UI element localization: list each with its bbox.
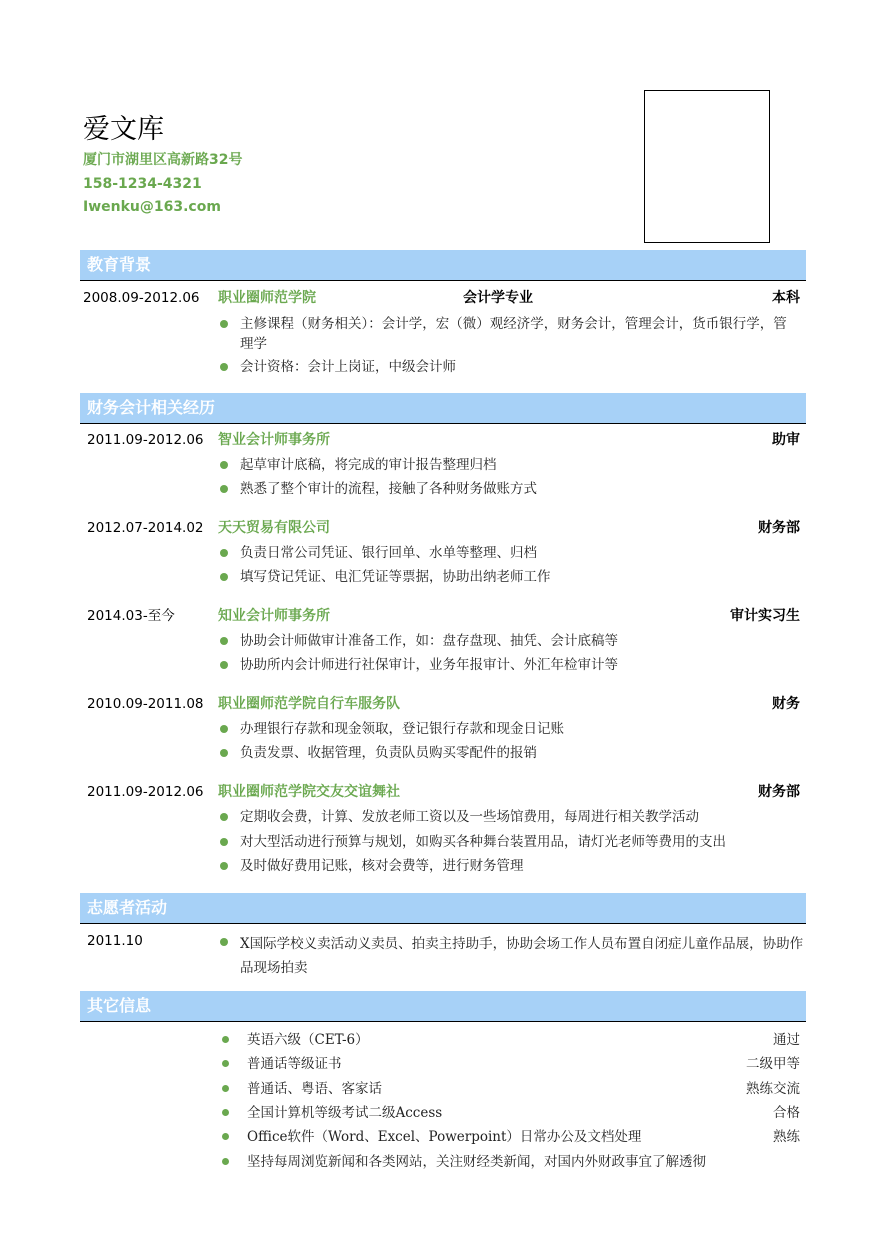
bullet-dot bbox=[220, 938, 228, 946]
exp-role: 财务部 bbox=[758, 784, 800, 800]
exp-org: 知业会计师事务所 bbox=[218, 608, 330, 624]
exp-bullet: 填写贷记凭证、电汇凭证等票据，协助出纳老师工作 bbox=[240, 569, 551, 585]
other-item: 普通话、粤语、客家话 bbox=[247, 1081, 382, 1097]
exp-date: 2012.07-2014.02 bbox=[87, 520, 204, 536]
exp-role: 财务 bbox=[772, 696, 800, 712]
bullet-dot bbox=[220, 749, 228, 757]
exp-bullet: 对大型活动进行预算与规划，如购买各种舞台装置用品，请灯光老师等费用的支出 bbox=[240, 834, 726, 850]
bullet-dot bbox=[222, 1085, 229, 1092]
bullet-dot bbox=[222, 1060, 229, 1067]
resume-name: 爱文库 bbox=[83, 114, 164, 145]
address: 厦门市湖里区高新路32号 bbox=[83, 152, 243, 168]
edu-degree: 本科 bbox=[772, 290, 800, 306]
bullet-dot bbox=[220, 838, 228, 846]
bullet-dot bbox=[220, 363, 228, 371]
exp-bullet: 负责发票、收据管理，负责队员购买零配件的报销 bbox=[240, 745, 537, 761]
exp-org: 天天贸易有限公司 bbox=[218, 520, 330, 536]
phone: 158-1234-4321 bbox=[83, 176, 202, 192]
bullet-dot bbox=[220, 637, 228, 645]
bullet-dot bbox=[220, 813, 228, 821]
exp-role: 助审 bbox=[772, 432, 800, 448]
exp-bullet: 负责日常公司凭证、银行回单、水单等整理、归档 bbox=[240, 545, 537, 561]
exp-bullet: 办理银行存款和现金领取，登记银行存款和现金日记账 bbox=[240, 721, 564, 737]
bullet-dot bbox=[222, 1158, 229, 1165]
other-value: 熟练 bbox=[773, 1129, 800, 1145]
other-item: 坚持每周浏览新闻和各类网站，关注财经类新闻，对国内外财政事宜了解透彻 bbox=[247, 1154, 706, 1170]
bullet-dot bbox=[222, 1109, 229, 1116]
bullet-dot bbox=[222, 1036, 229, 1043]
exp-date: 2011.09-2012.06 bbox=[87, 432, 204, 448]
edu-date: 2008.09-2012.06 bbox=[83, 290, 200, 306]
section-experience bbox=[80, 393, 806, 424]
exp-date: 2010.09-2011.08 bbox=[87, 696, 204, 712]
edu-school: 职业圈师范学院 bbox=[218, 290, 316, 306]
edu-major: 会计学专业 bbox=[463, 290, 533, 306]
exp-bullet: 协助所内会计师进行社保审计，业务年报审计、外汇年检审计等 bbox=[240, 657, 618, 673]
bullet-dot bbox=[220, 461, 228, 469]
section-title: 其它信息 bbox=[87, 996, 152, 1015]
other-value: 合格 bbox=[773, 1105, 800, 1121]
other-value: 熟练交流 bbox=[746, 1081, 800, 1097]
edu-bullet: 主修课程（财务相关）：会计学，宏（微）观经济学，财务会计，管理会计，货币银行学，管理学 bbox=[240, 316, 787, 352]
bullet-dot bbox=[220, 485, 228, 493]
photo-placeholder bbox=[644, 90, 770, 243]
exp-org: 职业圈师范学院交友交谊舞社 bbox=[218, 784, 400, 800]
bullet-dot bbox=[220, 862, 228, 870]
other-value: 通过 bbox=[773, 1032, 800, 1048]
bullet-dot bbox=[220, 549, 228, 557]
bullet-dot bbox=[220, 661, 228, 669]
exp-bullet: 熟悉了整个审计的流程，接触了各种财务做账方式 bbox=[240, 481, 537, 497]
section-volunteer bbox=[80, 893, 806, 924]
bullet-dot bbox=[220, 573, 228, 581]
exp-date: 2014.03-至今 bbox=[87, 608, 175, 624]
bullet-dot bbox=[220, 725, 228, 733]
exp-date: 2011.09-2012.06 bbox=[87, 784, 204, 800]
other-item: 英语六级（CET-6） bbox=[247, 1032, 369, 1048]
exp-bullet: 定期收会费，计算、发放老师工资以及一些场馆费用，每周进行相关教学活动 bbox=[240, 809, 699, 825]
section-title: 教育背景 bbox=[87, 255, 152, 274]
exp-role: 财务部 bbox=[758, 520, 800, 536]
section-education bbox=[80, 250, 806, 281]
bullet-dot bbox=[220, 320, 228, 328]
other-item: 普通话等级证书 bbox=[247, 1056, 342, 1072]
section-other bbox=[80, 991, 806, 1022]
email: Iwenku@163.com bbox=[83, 199, 221, 215]
edu-bullet: 会计资格：会计上岗证，中级会计师 bbox=[240, 359, 456, 375]
section-title: 财务会计相关经历 bbox=[87, 398, 216, 417]
section-title: 志愿者活动 bbox=[87, 898, 168, 917]
volunteer-bullet: X国际学校义卖活动义卖员、拍卖主持助手，协助会场工作人员布置自闭症儿童作品展，协助作品现场拍卖 bbox=[240, 936, 804, 976]
exp-bullet: 及时做好费用记账，核对会费等，进行财务管理 bbox=[240, 858, 524, 874]
exp-org: 智业会计师事务所 bbox=[218, 432, 330, 448]
exp-org: 职业圈师范学院自行车服务队 bbox=[218, 696, 400, 712]
exp-bullet: 起草审计底稿，将完成的审计报告整理归档 bbox=[240, 457, 497, 473]
other-item: Office软件（Word、Excel、Powerpoint）日常办公及文档处理 bbox=[247, 1129, 642, 1145]
exp-bullet: 协助会计师做审计准备工作，如：盘存盘现、抽凭、会计底稿等 bbox=[240, 633, 618, 649]
other-item: 全国计算机等级考试二级Access bbox=[247, 1105, 443, 1121]
volunteer-date: 2011.10 bbox=[87, 933, 143, 949]
exp-role: 审计实习生 bbox=[730, 608, 800, 624]
bullet-dot bbox=[222, 1133, 229, 1140]
other-value: 二级甲等 bbox=[746, 1056, 800, 1072]
